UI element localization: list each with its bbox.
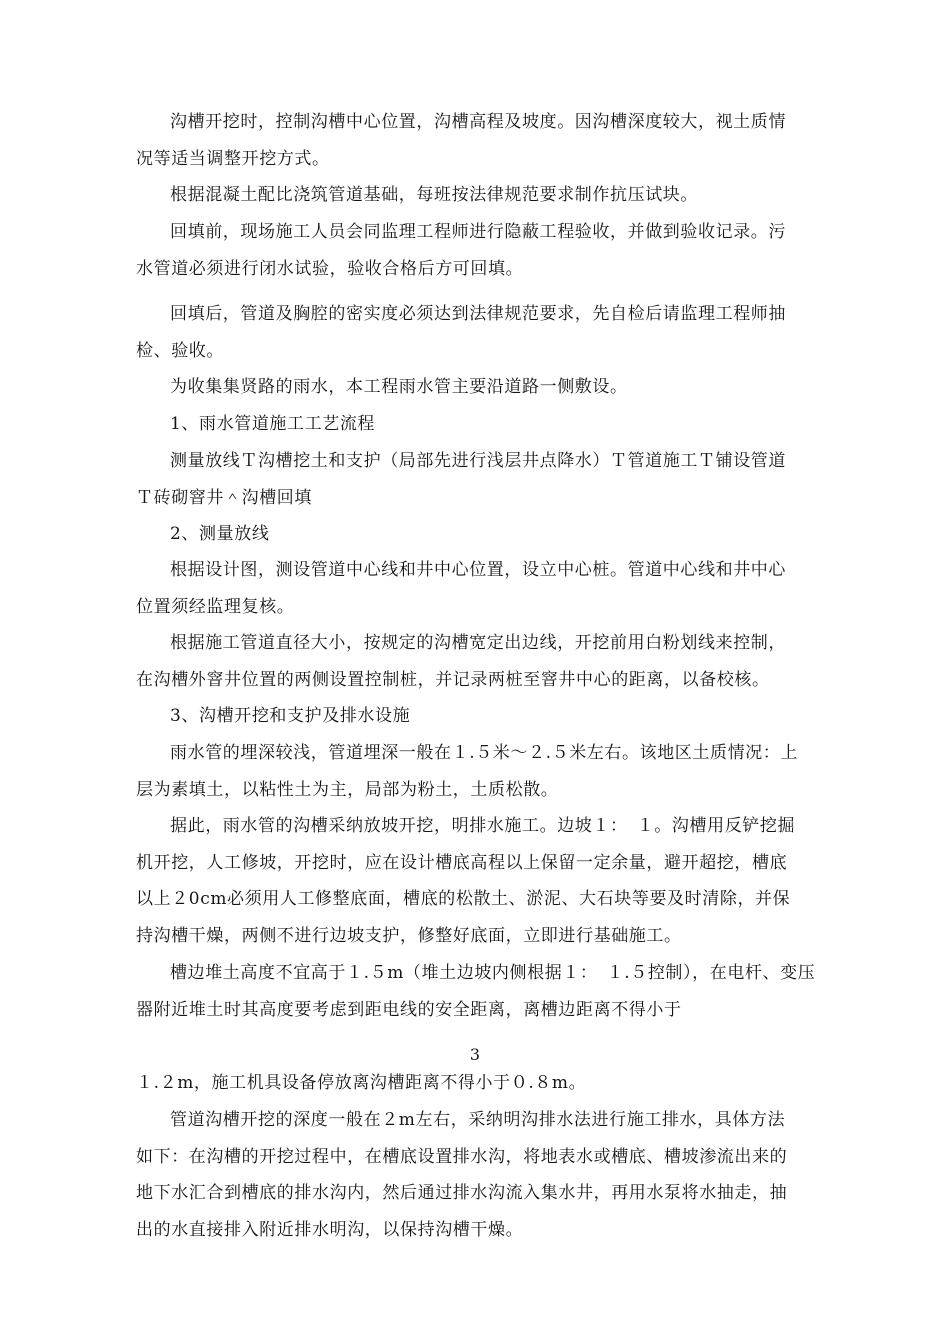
text-line: 层为素填土，以粘性土为主，局部为粉土，土质松散。: [136, 779, 559, 800]
text-line: 在沟槽外窨井位置的两侧设置控制桩，并记录两桩至窨井中心的距离，以备校核。: [136, 669, 770, 690]
text-line: Ｔ砖砌窨井＾沟槽回填: [136, 487, 312, 508]
text-line: 据此，雨水管的沟槽采纳放坡开挖，明排水施工。边坡１： １。沟槽用反铲挖掘: [170, 816, 796, 836]
text-line: 回填前，现场施工人员会同监理工程师进行隐蔽工程验收，并做到验收记录。污: [170, 222, 786, 242]
text-line: 根据混凝土配比浇筑管道基础，每班按法律规范要求制作抗压试块。: [170, 185, 698, 205]
paragraph-spoil-height: [136, 955, 820, 1028]
text-line: 回填后，管道及胸腔的密实度必须达到法律规范要求，先自检后请监理工程师抽: [170, 304, 786, 324]
paragraph-backfill-after: [136, 296, 820, 369]
paragraph-equipment-distance: [136, 1065, 820, 1102]
paragraph-burial-depth: [136, 735, 820, 808]
section-heading-1: 1、雨水管道施工工艺流程: [170, 414, 376, 434]
text-line: 根据设计图，测设管道中心线和井中心位置，设立中心桩。管道中心线和井中心: [170, 560, 786, 580]
paragraph-backfill-before: [136, 214, 820, 287]
text-line: 以上２0cm必须用人工修整底面，槽底的松散土、淤泥、大石块等要及时清除，并保: [136, 889, 791, 909]
text-line: 水管道必须进行闭水试验，验收合格后方可回填。: [136, 258, 524, 279]
text-line: 位置须经监理复核。: [136, 596, 295, 617]
text-line: 沟槽开挖时，控制沟槽中心位置，沟槽高程及坡度。因沟槽深度较大，视土质情: [170, 112, 786, 132]
text-line: 测量放线Ｔ沟槽挖土和支护（局部先进行浅层井点降水）Ｔ管道施工Ｔ铺设管道: [170, 451, 786, 471]
paragraph-edge-marking: [136, 625, 820, 698]
section-heading-3: 3、沟槽开挖和支护及排水设施: [170, 706, 411, 726]
section-heading-2: 2、测量放线: [170, 524, 270, 544]
text-line: 检、验收。: [136, 340, 224, 361]
text-line: 雨水管的埋深较浅，管道埋深一般在１.５米〜２.５米左右。该地区土质情况：上: [170, 743, 799, 763]
text-line: 出的水直接排入附近排水明沟，以保持沟槽干燥。: [136, 1219, 524, 1240]
text-line: 管道沟槽开挖的深度一般在２m左右，采纳明沟排水法进行施工排水，具体方法: [170, 1110, 786, 1130]
text-line: 如下：在沟槽的开挖过程中，在槽底设置排水沟，将地表水或槽底、槽坡渗流出来的: [136, 1146, 788, 1167]
paragraph-slope-excavation: [136, 808, 820, 954]
paragraph-rain-pipe-intro: [136, 369, 820, 406]
text-line: 为收集集贤路的雨水，本工程雨水管主要沿道路一侧敷设。: [170, 377, 628, 397]
text-line: １.２m，施工机具设备停放离沟槽距离不得小于０.８m。: [136, 1073, 587, 1093]
paragraph-concrete-foundation: [136, 177, 820, 214]
text-line: 器附近堆土时其高度要考虑到距电线的安全距离，离槽边距离不得小于: [136, 999, 682, 1020]
paragraph-survey-design: [136, 552, 820, 625]
text-line: 槽边堆土高度不宜高于１.５m（堆土边坡内侧根据１： １.５控制），在电杆、变压: [170, 963, 816, 983]
text-line: 况等适当调整开挖方式。: [136, 148, 330, 169]
text-line: 地下水汇合到槽底的排水沟内，然后通过排水沟流入集水井，再用水泵将水抽走，抽: [136, 1183, 788, 1203]
page-number: 3: [469, 1045, 481, 1064]
text-line: 持沟槽干燥，两侧不进行边坡支护，修整好底面，立即进行基础施工。: [136, 925, 682, 946]
text-line: 机开挖，人工修坡，开挖时，应在设计槽底高程以上保留一定余量，避开超挖，槽底: [136, 852, 788, 873]
paragraph-trench-excavation-control: [136, 104, 820, 177]
paragraph-process-flow: [136, 443, 820, 516]
text-line: 根据施工管道直径大小，按规定的沟槽宽定出边线，开挖前用白粉划线来控制，: [170, 633, 786, 653]
paragraph-drainage-method: [136, 1102, 820, 1248]
